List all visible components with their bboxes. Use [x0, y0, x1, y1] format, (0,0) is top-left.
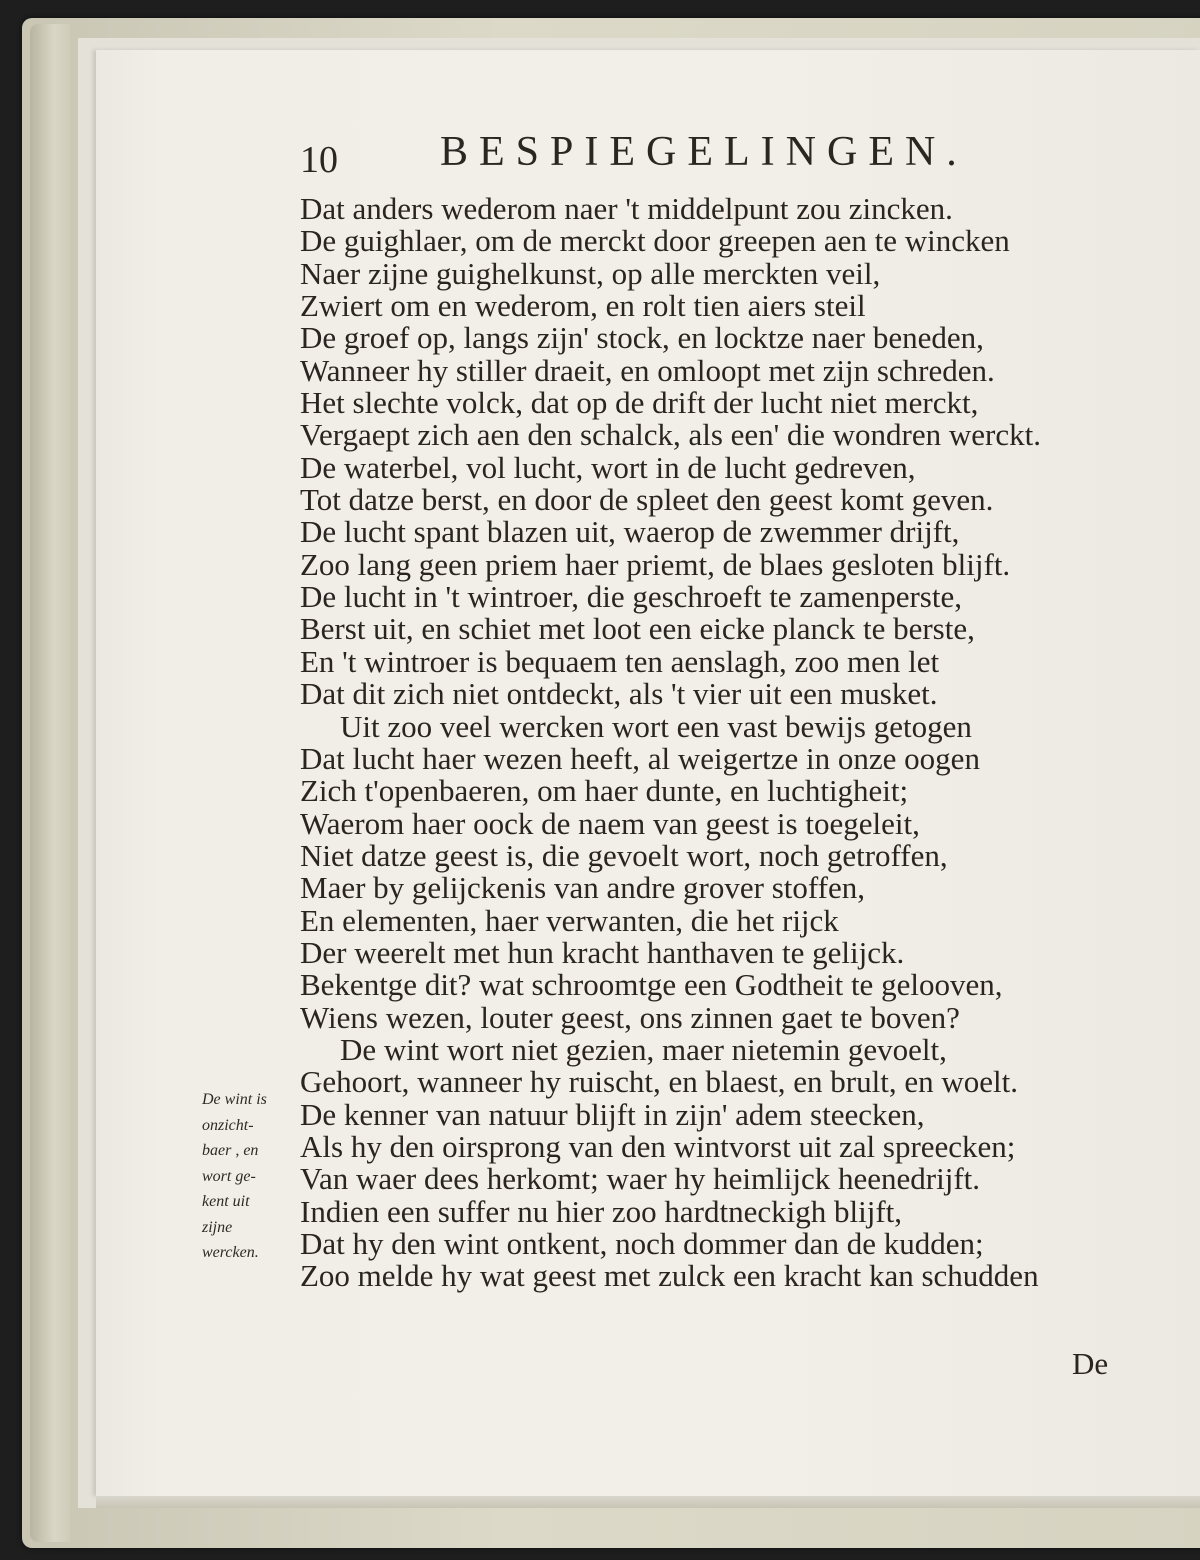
- poem-line: Der weerelt met hun kracht hanthaven te gelijck.: [300, 934, 905, 970]
- poem-line: Als hy den oirsprong van den wintvorst uit zal spreecken;: [300, 1128, 1016, 1164]
- poem-line: Tot datze berst, en door de spleet den geest komt geven.: [300, 482, 994, 518]
- poem-line: Wiens wezen, louter geest, ons zinnen gaet te boven?: [300, 999, 960, 1035]
- poem-line: Waerom haer oock de naem van geest is toegeleit,: [300, 805, 920, 841]
- poem-line: Berst uit, en schiet met loot een eicke planck te berste,: [300, 611, 975, 647]
- running-title: BESPIEGELINGEN.: [440, 129, 968, 175]
- poem-line: Niet datze geest is, die gevoelt wort, noch getroffen,: [300, 837, 948, 873]
- poem-line: Wanneer hy stiller draeit, en omloopt met zijn schreden.: [300, 352, 995, 388]
- margin-note-line: wercken.: [202, 1244, 259, 1261]
- margin-note: [202, 1087, 294, 1266]
- poem-line: De groef op, langs zijn' stock, en locktze naer beneden,: [300, 320, 984, 356]
- poem-line: Dat dit zich niet ontdeckt, als 't vier uit een musket.: [300, 676, 938, 712]
- margin-note-line: De wint is: [202, 1091, 267, 1108]
- poem-line: De waterbel, vol lucht, wort in de lucht gedreven,: [300, 449, 916, 485]
- poem-line: En 't wintroer is bequaem ten aenslagh, zoo men let: [300, 643, 940, 679]
- poem-line: Zwiert om en wederom, en rolt tien aiers steil: [300, 288, 866, 324]
- margin-note-line: baer , en: [202, 1142, 259, 1159]
- poem-line-indented: De wint wort niet gezien, maer nietemin gevoelt,: [340, 1031, 947, 1067]
- poem-line-indented: Uit zoo veel wercken wort een vast bewijs getogen: [340, 708, 972, 744]
- poem-line: Van waer dees herkomt; waer hy heimlijck heenedrijft.: [300, 1161, 981, 1197]
- page-bottom-edge: [96, 1496, 1200, 1508]
- poem-line: Dat anders wederom naer 't middelpunt zou zincken.: [300, 191, 953, 226]
- margin-note-line: wort ge-: [202, 1167, 256, 1185]
- poem-line: De lucht in 't wintroer, die geschroeft te zamenperste,: [300, 579, 962, 615]
- poem-line: Vergaept zich aen den schalck, als een' die wondren werckt.: [300, 417, 1041, 453]
- poem-line: Het slechte volck, dat op de drift der lucht niet merckt,: [300, 385, 979, 421]
- page-number: 10: [300, 139, 338, 181]
- cover-spine-edge: [30, 24, 70, 1542]
- poem-line: Naer zijne guighelkunst, op alle merckten veil,: [300, 255, 881, 291]
- poem-line: Zoo melde hy wat geest met zulck een kracht kan schudden: [300, 1258, 1039, 1294]
- poem-line: De kenner van natuur blijft in zijn' adem steecken,: [300, 1096, 925, 1132]
- margin-note-line: onzicht-: [202, 1116, 254, 1134]
- poem-line: Zoo lang geen priem haer priemt, de blaes gesloten blijft.: [300, 546, 1011, 582]
- poem-line: Bekentge dit? wat schroomtge een Godtheit te gelooven,: [300, 967, 1003, 1003]
- poem-line: Gehoort, wanneer hy ruischt, en blaest, en brult, en woelt.: [300, 1064, 1018, 1100]
- poem-line: En elementen, haer verwanten, die het rijck: [300, 902, 839, 938]
- margin-note-line: zijne: [202, 1218, 233, 1236]
- catchword: De: [1072, 1346, 1109, 1381]
- margin-note-line: kent uit: [202, 1193, 250, 1210]
- poem-line: Dat hy den wint ontkent, noch dommer dan de kudden;: [300, 1226, 984, 1261]
- poem-line: Zich t'openbaeren, om haer dunte, en luchtigheit;: [300, 773, 909, 809]
- poem-line: De guighlaer, om de merckt door greepen aen te wincken: [300, 223, 1010, 259]
- poem-text: [300, 193, 1100, 1293]
- poem-line: Maer by gelijckenis van andre grover stoffen,: [300, 870, 865, 906]
- poem-line: Dat lucht haer wezen heeft, al weigertze in onze oogen: [300, 740, 980, 776]
- poem-line: De lucht spant blazen uit, waerop de zwemmer drijft,: [300, 514, 960, 550]
- poem-line: Indien een suffer nu hier zoo hardtneckigh blijft,: [300, 1193, 903, 1229]
